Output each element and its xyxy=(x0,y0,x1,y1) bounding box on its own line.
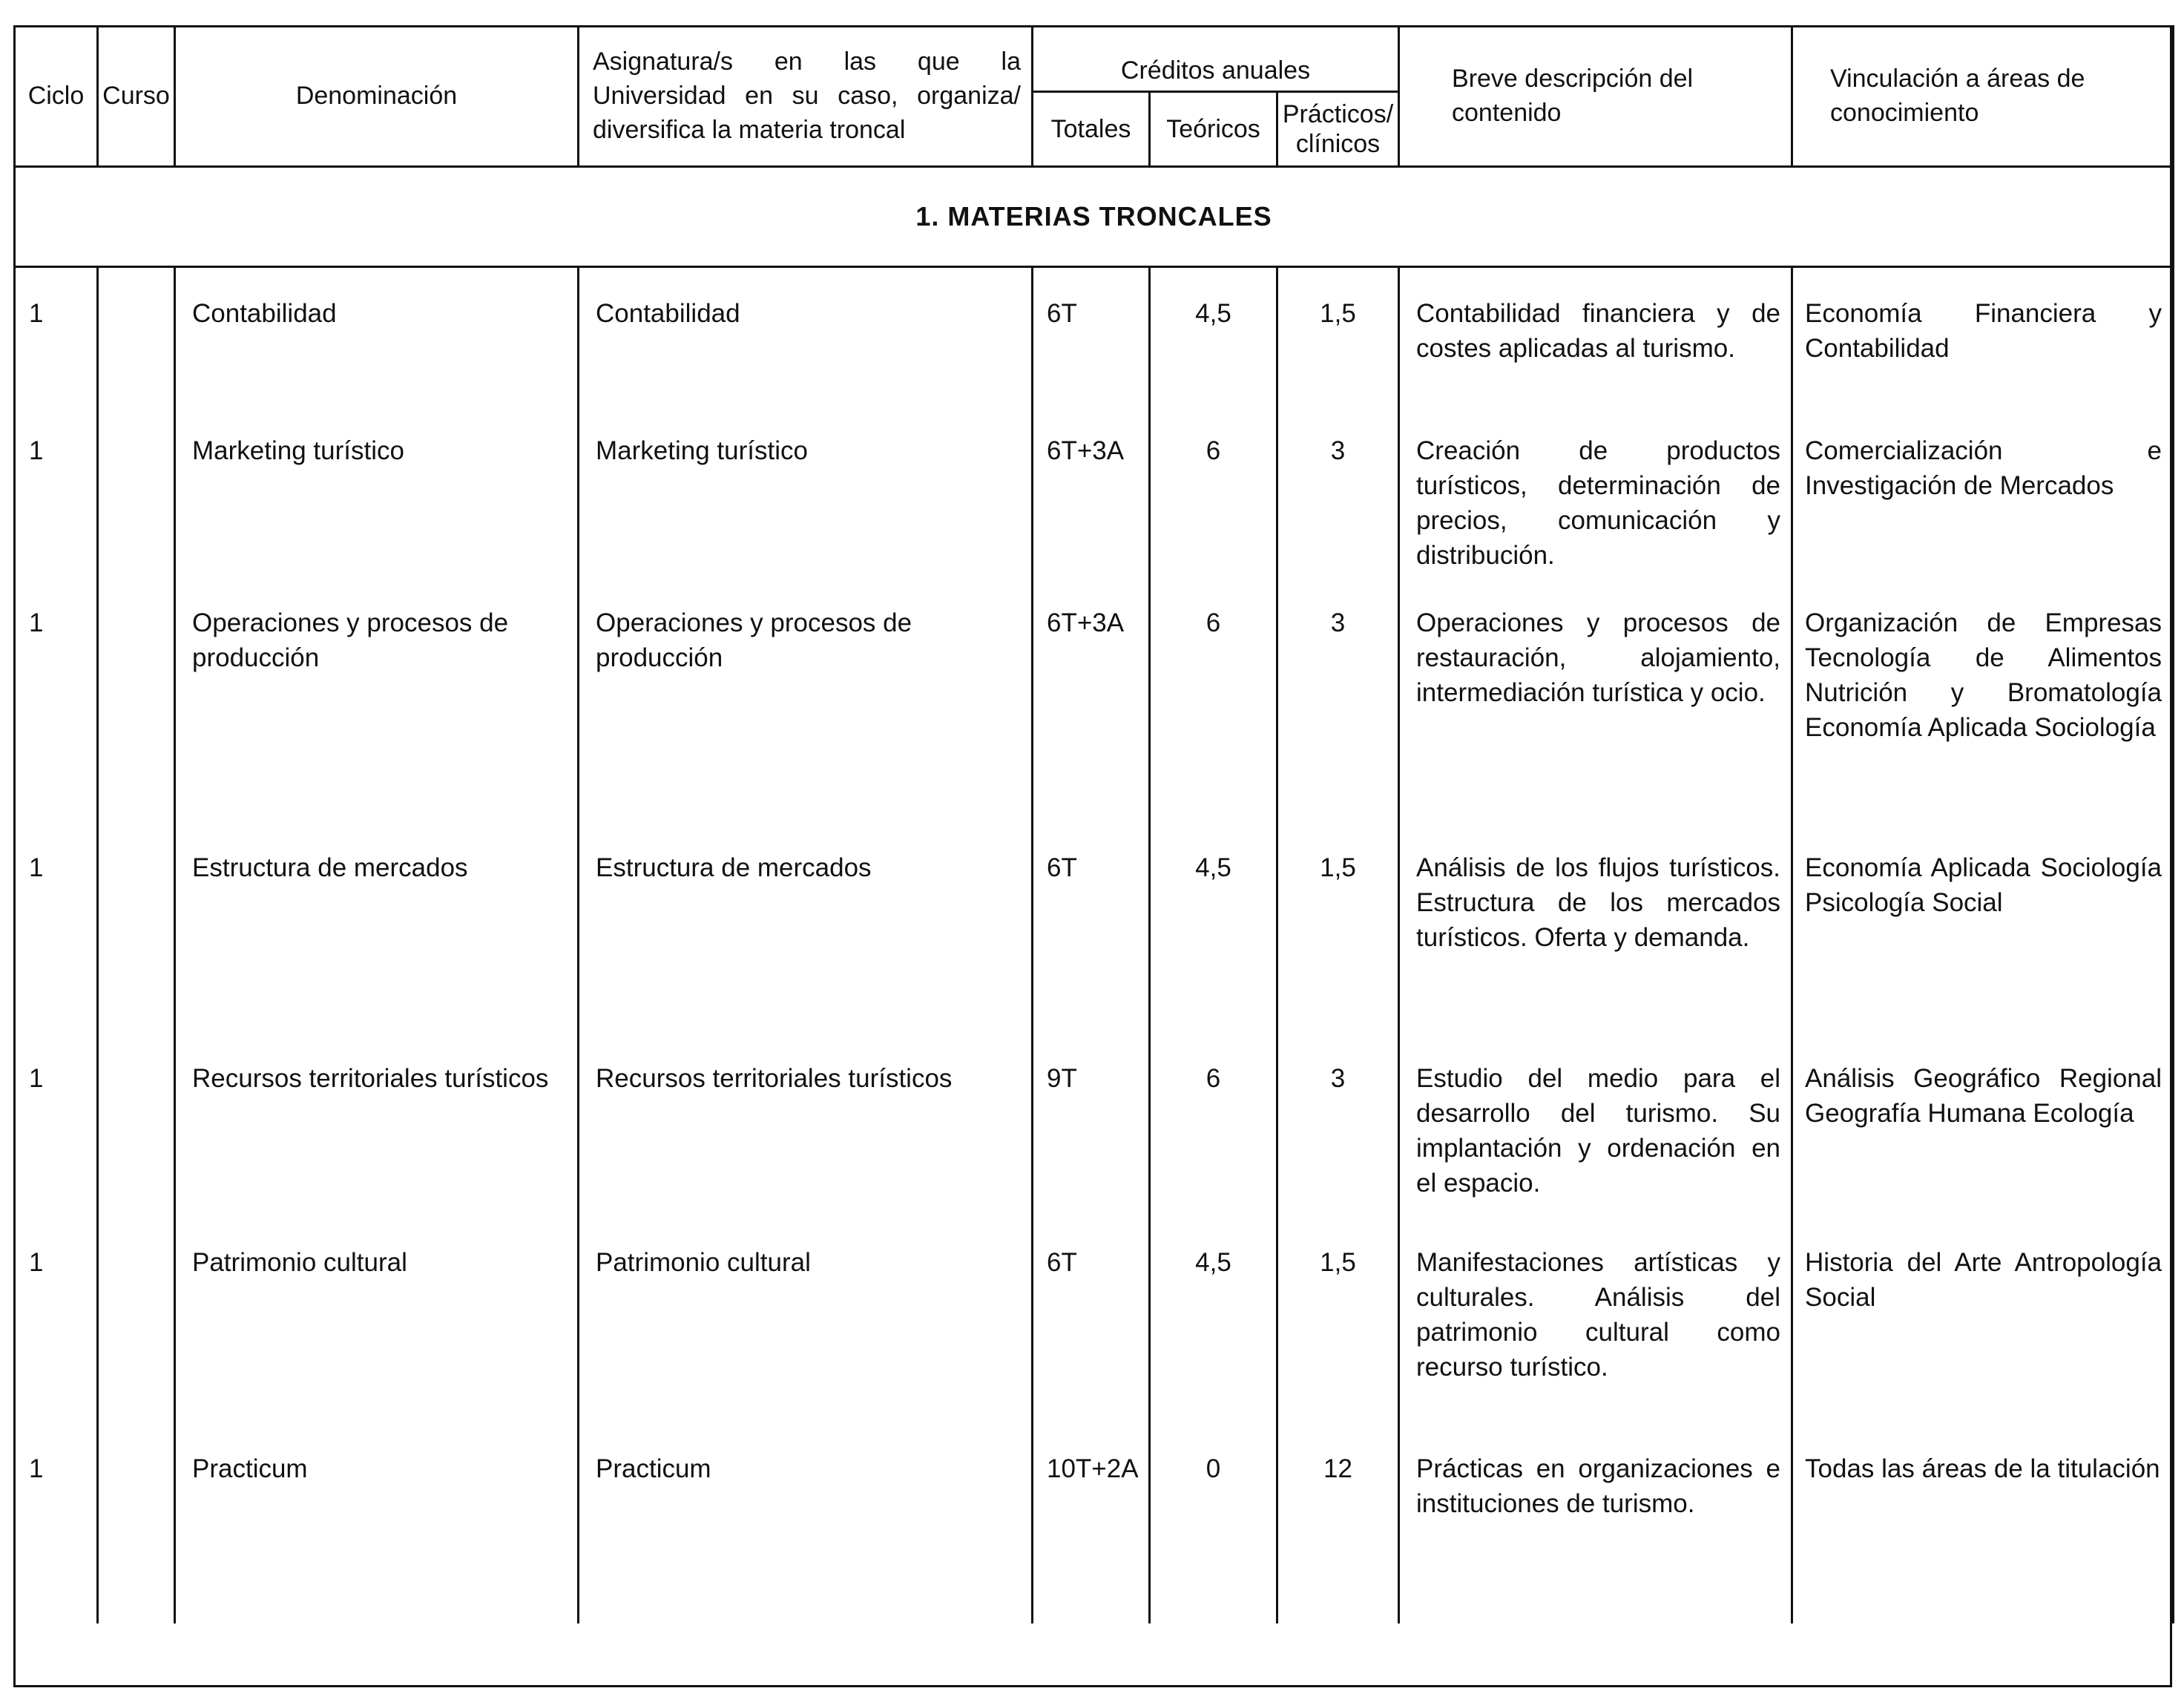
practicos-cell: 12 xyxy=(1323,1454,1352,1483)
teoricos-cell: 6 xyxy=(1206,1063,1221,1093)
vinculacion-cell: Economía Aplicada Sociología Psicología Social xyxy=(1805,853,2162,917)
ciclo-cell: 1 xyxy=(29,853,44,882)
header-descripcion: Breve descripción del contenido xyxy=(1399,25,1792,167)
curso-cell xyxy=(99,405,174,433)
header-creditos-anuales: Créditos anuales xyxy=(1033,25,1399,92)
table-row xyxy=(15,1423,2174,1623)
teoricos-cell: 4,5 xyxy=(1195,853,1231,882)
asignatura-cell: Contabilidad xyxy=(596,299,740,328)
denominacion-cell: Contabilidad xyxy=(192,299,337,328)
curso-cell xyxy=(99,268,174,296)
ciclo-cell: 1 xyxy=(29,608,44,637)
ciclo-cell: 1 xyxy=(29,1063,44,1093)
descripcion-cell: Operaciones y procesos de restauración, alojamiento, intermediación turística y ocio. xyxy=(1416,608,1781,707)
table-row xyxy=(15,1033,2174,1217)
materias-troncales-table xyxy=(13,25,2174,1623)
vinculacion-cell: Análisis Geográfico Regional Geografía Humana Ecología xyxy=(1805,1063,2162,1128)
practicos-cell: 1,5 xyxy=(1320,299,1356,328)
ciclo-cell: 1 xyxy=(29,436,44,465)
table-title: 1. MATERIAS TRONCALES xyxy=(15,167,2174,267)
header-teoricos: Teóricos xyxy=(1150,92,1277,167)
header-asignaturas: Asignatura/s en las que la Universidad en su caso, organiza/ diversifica la materia troncal xyxy=(579,25,1033,167)
asignatura-cell: Recursos territoriales turísticos xyxy=(596,1063,953,1093)
denominacion-cell: Marketing turístico xyxy=(192,436,404,465)
denominacion-cell: Operaciones y procesos de producción xyxy=(192,608,509,672)
totales-cell: 6T+3A xyxy=(1047,436,1125,465)
totales-cell: 6T xyxy=(1047,853,1077,882)
teoricos-cell: 4,5 xyxy=(1195,1247,1231,1277)
curso-cell xyxy=(99,1217,174,1245)
descripcion-cell: Estudio del medio para el desarrollo del turismo. Su implantación y ordenación en el espacio. xyxy=(1416,1063,1781,1198)
ciclo-cell: 1 xyxy=(29,1454,44,1483)
table-row xyxy=(15,822,2174,1033)
vinculacion-cell: Comercialización e Investigación de Mercados xyxy=(1805,436,2162,500)
denominacion-cell: Patrimonio cultural xyxy=(192,1247,407,1277)
header-curso: Curso xyxy=(98,25,175,167)
descripcion-cell: Creación de productos turísticos, determinación de precios, comunicación y distribución. xyxy=(1416,436,1781,570)
header-practicos: Prácticos/ clínicos xyxy=(1277,92,1399,167)
descripcion-cell: Análisis de los flujos turísticos. Estructura de los mercados turísticos. Oferta y demanda. xyxy=(1416,853,1781,952)
ciclo-cell: 1 xyxy=(29,299,44,328)
practicos-cell: 3 xyxy=(1330,608,1346,637)
totales-cell: 10T+2A xyxy=(1047,1454,1139,1483)
descripcion-cell: Manifestaciones artísticas y culturales. Análisis del patrimonio cultural como recurso turístico. xyxy=(1416,1247,1781,1382)
asignatura-cell: Estructura de mercados xyxy=(596,853,872,882)
teoricos-cell: 0 xyxy=(1206,1454,1221,1483)
descripcion-cell: Contabilidad financiera y de costes aplicadas al turismo. xyxy=(1416,299,1781,363)
curso-cell xyxy=(99,1033,174,1061)
table-row xyxy=(15,1217,2174,1423)
table-row xyxy=(15,267,2174,405)
totales-cell: 6T+3A xyxy=(1047,608,1125,637)
teoricos-cell: 4,5 xyxy=(1195,299,1231,328)
denominacion-cell: Practicum xyxy=(192,1454,308,1483)
curso-cell xyxy=(99,577,174,605)
practicos-cell: 3 xyxy=(1330,1063,1346,1093)
vinculacion-cell: Todas las áreas de la titulación xyxy=(1805,1454,2160,1483)
header-totales: Totales xyxy=(1033,92,1150,167)
teoricos-cell: 6 xyxy=(1206,436,1221,465)
totales-cell: 9T xyxy=(1047,1063,1077,1093)
header-denominacion: Denominación xyxy=(175,25,579,167)
vinculacion-cell: Historia del Arte Antropología Social xyxy=(1805,1247,2162,1312)
header-vinculacion: Vinculación a áreas de conocimiento xyxy=(1792,25,2174,167)
table-row xyxy=(15,577,2174,822)
asignatura-cell: Practicum xyxy=(596,1454,711,1483)
practicos-cell: 1,5 xyxy=(1320,1247,1356,1277)
practicos-cell: 1,5 xyxy=(1320,853,1356,882)
denominacion-cell: Recursos territoriales turísticos xyxy=(192,1063,549,1093)
descripcion-cell: Prácticas en organizaciones e instituciones de turismo. xyxy=(1416,1454,1781,1518)
vinculacion-cell: Economía Financiera y Contabilidad xyxy=(1805,299,2162,363)
vinculacion-cell: Organización de Empresas Tecnología de Alimentos Nutrición y Bromatología Economía Aplicada Sociología xyxy=(1805,608,2162,742)
totales-cell: 6T xyxy=(1047,299,1077,328)
curso-cell xyxy=(99,822,174,850)
ciclo-cell: 1 xyxy=(29,1247,44,1277)
teoricos-cell: 6 xyxy=(1206,608,1221,637)
practicos-cell: 3 xyxy=(1330,436,1346,465)
denominacion-cell: Estructura de mercados xyxy=(192,853,468,882)
asignatura-cell: Operaciones y procesos de producción xyxy=(596,608,912,672)
curso-cell xyxy=(99,1423,174,1451)
header-ciclo: Ciclo xyxy=(15,25,98,167)
asignatura-cell: Marketing turístico xyxy=(596,436,808,465)
asignatura-cell: Patrimonio cultural xyxy=(596,1247,811,1277)
totales-cell: 6T xyxy=(1047,1247,1077,1277)
table-row xyxy=(15,405,2174,577)
